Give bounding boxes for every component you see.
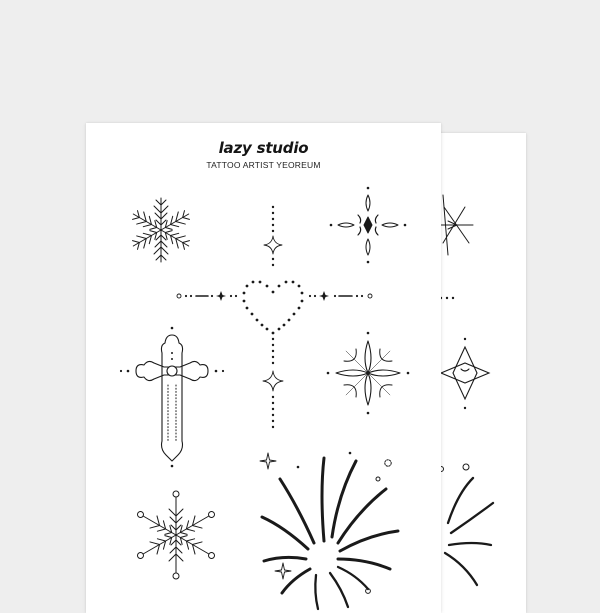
snowflake-tattoo-bottom xyxy=(134,491,217,579)
artist-subtitle: TATTOO ARTIST YEOREUM xyxy=(206,160,321,170)
heart-cross-tattoo xyxy=(177,206,372,428)
back-starburst-fragment xyxy=(439,338,489,433)
snowflake-tattoo-top xyxy=(130,198,192,262)
back-fireworks-fragment xyxy=(439,464,494,585)
front-tattoo-sheet xyxy=(86,123,441,613)
dotted-heart xyxy=(243,281,304,335)
brand-logo-text: lazy studio xyxy=(218,139,309,157)
sparkle-ornament-tattoo xyxy=(330,187,407,264)
starburst-tattoo xyxy=(327,332,410,415)
fireworks-tattoo xyxy=(260,452,398,609)
ornate-cross-tattoo xyxy=(120,327,224,468)
back-dotted-line xyxy=(440,297,454,299)
back-snowflake-fragment xyxy=(441,195,473,255)
tattoo-art xyxy=(86,123,441,613)
